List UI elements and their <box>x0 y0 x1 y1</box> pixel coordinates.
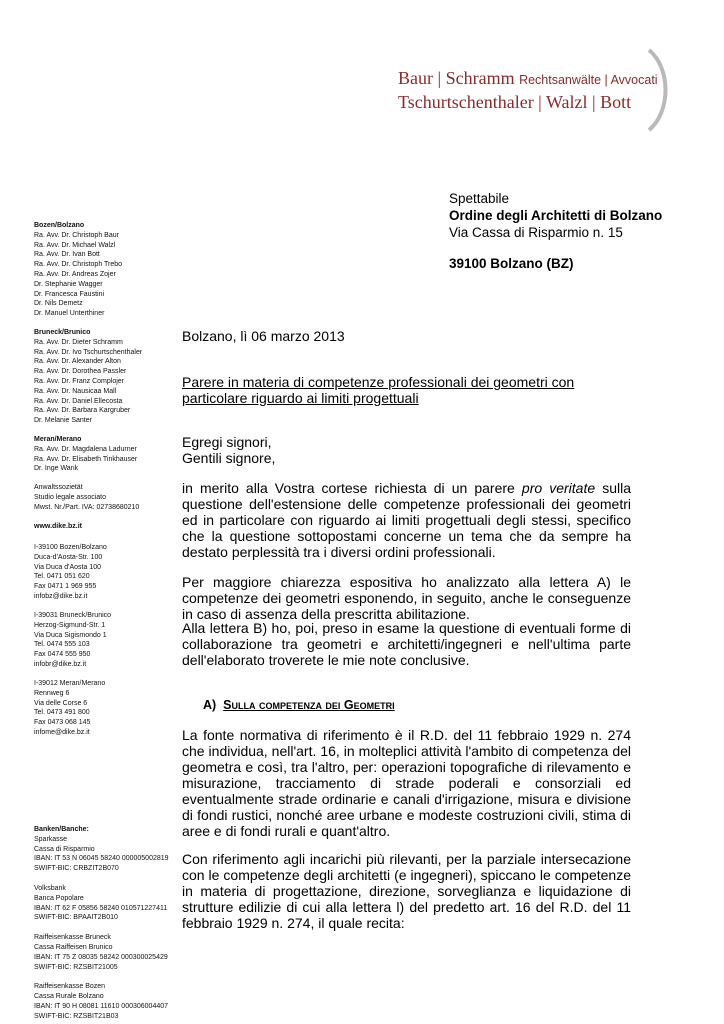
partner-name: Dr. Stephanie Wagger <box>34 280 103 288</box>
partner-name: Ra. Avv. Dr. Dieter Schramm <box>34 338 123 346</box>
bank-line: Cassa Rurale Bolzano <box>34 993 104 1001</box>
sidebar-office-bozen <box>34 543 107 602</box>
firm-name-line1 <box>398 68 658 89</box>
heading-prefix: A) <box>203 698 217 712</box>
bank-line: Banca Popolare <box>34 894 84 902</box>
office-email[interactable]: infome@dike.bz.it <box>34 728 90 736</box>
firm-name-line2: Tschurtschenthaler | Walzl | Bott <box>398 92 632 112</box>
bank-line: IBAN: IT 62 F 05856 58240 010571227411 <box>34 904 168 912</box>
recipient-address <box>449 190 662 272</box>
partner-name: Dr. Nils Demetz <box>34 300 83 308</box>
company-line: Anwaltssozietät <box>34 484 83 491</box>
bank-line: Cassa di Risparmio <box>34 845 95 853</box>
office-email[interactable]: infobr@dike.bz.it <box>34 660 87 668</box>
partner-name: Ra. Avv. Dr. Andreas Zojer <box>34 270 116 278</box>
firm-type: Rechtsanwälte | Avvocati <box>519 73 658 87</box>
office-line: Duca-d'Aosta-Str. 100 <box>34 553 103 561</box>
office-line: Via Duca Sigismondo 1 <box>34 631 107 639</box>
partner-name: Ra. Avv. Dr. Magdalena Ladurner <box>34 445 137 453</box>
partner-name: Ra. Avv. Dr. Nausicaa Mall <box>34 387 117 395</box>
company-line: Studio legale associato <box>34 493 106 501</box>
office-title-meran: Meran/Merano <box>34 436 82 443</box>
office-line: Tel. 0474 555 103 <box>34 641 90 649</box>
sidebar-company-info <box>34 483 139 512</box>
office-line: Via Duca d'Aosta 100 <box>34 563 101 571</box>
bank-line: Raiffeisenkasse Bozen <box>34 983 106 991</box>
office-line: Rennweg 6 <box>34 689 70 697</box>
paragraph-4: La fonte normativa di riferimento è il R.D. del 11 febbraio 1929 n. 274 che individua, nell'art. 16, in molteplici attività l'ambito di competenza del geometra e così, tra l'altro, per: operazioni topografiche di rilevamento e misurazione, tracciamento di strade poderali e consorziali ed eventualmente strade ordinarie e canali d'irrigazione, misura e divisione di fondi rustici, nonché aree urbane e modeste costruzioni civili, stima di aree e di fondi rurali e quant'altro. <box>182 727 631 839</box>
office-title-bozen: Bozen/Bolzano <box>34 222 85 229</box>
partner-name: Ra. Avv. Dr. Barbara Kargruber <box>34 407 131 415</box>
partner-name: Ra. Avv. Dr. Ivan Bott <box>34 251 100 259</box>
date-line: Bolzano, lì 06 marzo 2013 <box>182 328 345 344</box>
recipient-street: Via Cassa di Risparmio n. 15 <box>449 225 623 240</box>
paragraph-1-end: sulla questione dell'estensione delle competenze professionali dei geometri ed in particolare con riguardo ai limiti progettuali degli stessi, specifico che la questione sottopostami concerne un tema che da sempre ha destato perplessità tra i diversi ordini professionali. <box>182 480 631 560</box>
office-line: Herzog-Sigmund-Str. 1 <box>34 621 106 629</box>
partner-name: Dr. Melanie Santer <box>34 417 92 425</box>
paragraph-3: Alla lettera B) ho, poi, preso in esame la questione di eventuali forme di collaborazione tra geometri e architetti/ingegneri e nell'ultima parte dell'elaborato troverete le mie note conclusive. <box>182 620 631 668</box>
greeting-line-1: Egregi signori, <box>182 434 272 450</box>
paragraph-5: Con riferimento agli incarichi più rilevanti, per la parziale intersecazione con le competenze degli architetti (e ingegneri), spiccano le competenze in materia di progettazione, direzione, sorveglianza e liquidazione di strutture edilizie di cui alla lettera l) del predetto art. 16 del R.D. del 11 febbraio 1929 n. 274, il quale recita: <box>182 851 631 931</box>
recipient-salutation: Spettabile <box>449 191 510 206</box>
paragraph-1 <box>182 480 631 560</box>
office-line: Tel. 0471 051 620 <box>34 573 90 581</box>
office-line: Fax 0474 555 950 <box>34 651 91 659</box>
partner-name: Ra. Avv. Dr. Alexander Alton <box>34 358 121 366</box>
sidebar-bozen-partners <box>34 221 122 319</box>
office-line: Tel. 0473 491 800 <box>34 709 90 717</box>
bank-line: Sparkasse <box>34 835 68 843</box>
company-line: Mwst. Nr./Part. IVA: 02738680210 <box>34 503 140 511</box>
partner-name: Ra. Avv. Dr. Dorothea Passler <box>34 368 127 376</box>
sidebar-meran-partners <box>34 435 137 474</box>
bank-line: Raiffeisenkasse Bruneck <box>34 934 111 942</box>
paragraph-1-italic: pro veritate <box>521 480 596 496</box>
section-heading-a <box>203 698 395 712</box>
banks-title: Banken/Banche: <box>34 826 89 833</box>
partner-name: Ra. Avv. Dr. Christoph Baur <box>34 231 119 239</box>
paragraph-1-start: in merito alla Vostra cortese richiesta di un parere <box>182 480 522 496</box>
office-line: Via delle Corse 6 <box>34 699 88 707</box>
partner-name: Dr. Francesca Faustini <box>34 290 105 298</box>
office-email[interactable]: infobz@dike.bz.it <box>34 592 88 600</box>
bank-line: Cassa Raiffeisen Brunico <box>34 943 113 951</box>
partner-name: Dr. Manuel Unterthiner <box>34 310 105 318</box>
partner-name: Ra. Avv. Dr. Michael Walzl <box>34 241 116 249</box>
paragraph-2: Per maggiore chiarezza espositiva ho analizzato alla lettera A) le competenze dei geometri esponendo, in seguito, anche le conseguenze in caso di assenza della prescritta abilitazione. <box>182 574 631 622</box>
bank-line: SWIFT-BIC: RZSBIT21005 <box>34 963 118 971</box>
sidebar-bruneck-partners <box>34 328 142 426</box>
website-link[interactable]: www.dike.bz.it <box>34 523 82 530</box>
bank-line: SWIFT-BIC: BPAAIT2B010 <box>34 914 118 922</box>
bank-line: IBAN: IT 90 H 08081 11610 000306004407 <box>34 1002 169 1010</box>
partner-name: Ra. Avv. Dr. Elisabeth Tinkhauser <box>34 455 138 463</box>
subject-line: Parere in materia di competenze professionali dei geometri con particolare riguardo ai limiti progettuali <box>182 374 575 406</box>
sidebar-office-bruneck <box>34 611 111 670</box>
recipient-name: Ordine degli Architetti di Bolzano <box>449 208 663 223</box>
heading-text: Sulla competenza dei Geometri <box>223 698 395 712</box>
partner-name: Ra. Avv. Dr. Christoph Trebo <box>34 261 123 269</box>
recipient-city: 39100 Bolzano (BZ) <box>449 256 574 271</box>
bank-line: IBAN: IT 53 N 06045 58240 000005002819 <box>34 855 169 863</box>
bank-line: SWIFT-BIC: CRBZIT2B070 <box>34 865 119 873</box>
office-title-bruneck: Bruneck/Brunico <box>34 329 91 336</box>
partner-name: Ra. Avv. Dr. Daniel Ellecosta <box>34 397 123 405</box>
greeting <box>182 434 631 466</box>
office-line: I-39031 Bruneck/Brunico <box>34 612 112 619</box>
letterhead-bracket-icon <box>645 48 675 132</box>
sidebar-banks <box>34 825 169 1022</box>
office-line: Fax 0473 068 145 <box>34 719 91 727</box>
office-line: I-39100 Bozen/Bolzano <box>34 544 107 551</box>
sidebar-office-meran <box>34 679 105 738</box>
bank-line: SWIFT-BIC: RZSBIT21B03 <box>34 1012 119 1020</box>
partner-name: Ra. Avv. Dr. Franz Complojer <box>34 377 124 385</box>
partner-name: Ra. Avv. Dr. Ivo Tschurtschenthaler <box>34 348 143 356</box>
partner-name: Dr. Inge Wank <box>34 465 79 473</box>
bank-line: Volksbank <box>34 884 66 892</box>
office-line: Fax 0471 1 969 955 <box>34 583 97 591</box>
office-line: I-39012 Meran/Merano <box>34 680 106 687</box>
firm-partners-1: Baur | Schramm <box>398 68 515 88</box>
bank-line: IBAN: IT 75 Z 08035 58242 000300025429 <box>34 953 168 961</box>
greeting-line-2: Gentili signore, <box>182 450 276 466</box>
